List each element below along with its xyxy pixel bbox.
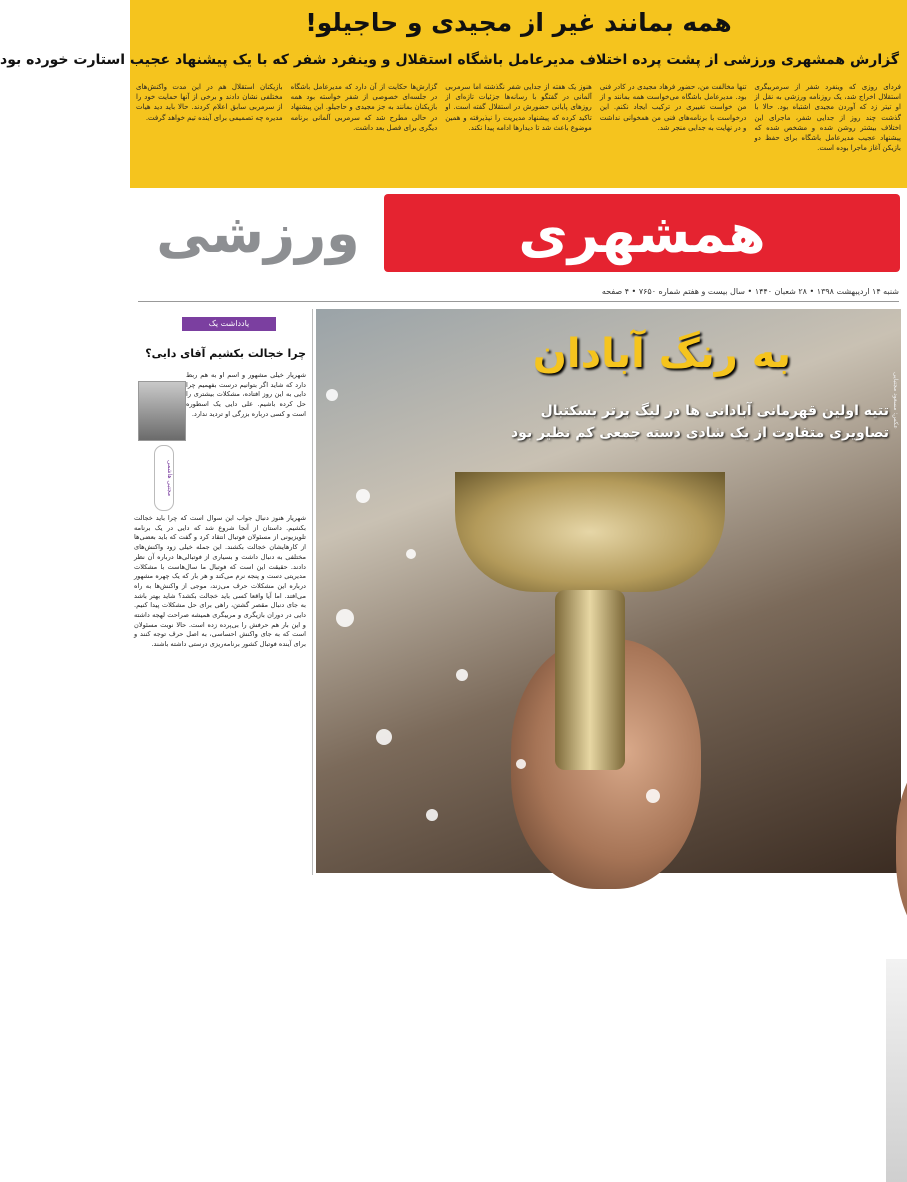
confetti: [426, 809, 438, 821]
masthead: [130, 190, 907, 288]
banner-column: فردای روزی که وینفرد شفر از سرمربیگری استقلال اخراج شد، یک روزنامه ورزشی به نقل از او تیتر زد که آوردن مجیدی اشتباه بود. حالا با گذشت چند روز از جدایی شفر، ماجرای این اختلاف بیشتر روشن شده و مشخص شده که پیشنهاد عجیب مدیرعامل باشگاه برای حفظ دو بازیکن آغاز ماجرا بوده است.: [754, 83, 901, 153]
confetti: [456, 669, 468, 681]
banner-column: هنوز یک هفته از جدایی شفر نگذشته اما سرمربی آلمانی در گفتگو با رسانه‌ها جزئیات تازه‌ای از روزهای پایانی حضورش در استقلال گفته است. او تاکید کرده که پیشنهاد مدیریت را نپذیرفته و همین موضوع باعث شد تا دیدارها ادامه پیدا نکند.: [445, 83, 592, 132]
confetti: [326, 389, 338, 401]
sidebar-column: [134, 309, 310, 875]
confetti: [376, 729, 392, 745]
sidebar-body-top: شهریار خیلی مشهور و اسم او به هم ربط دارد که شاید اگر بتوانیم درست بفهمیم چرا دایی به این روز افتاده، مشکلات بیشتری را حل کرده باشیم. علی دایی یک اسطوره است و کسی درباره بزرگی او تردید ندارد.: [186, 371, 306, 418]
masthead-red-label: همشهری: [518, 202, 766, 265]
story-subtitle-2: تصاویری متفاوت از یک شادی دسته جمعی کم نظیر بود: [510, 425, 889, 441]
masthead-grey-label: ورزشی: [156, 202, 360, 265]
photo-credit: عکس: مسعود مجتبایی: [892, 372, 899, 429]
confetti: [356, 489, 370, 503]
banner-columns: [136, 82, 901, 182]
author-name: مجتبی هاشمی: [154, 445, 174, 511]
masthead-logo-red: [384, 194, 900, 272]
top-banner: [0, 0, 907, 188]
confetti: [406, 549, 416, 559]
player-right-shirt: [886, 959, 907, 1182]
masthead-logo-grey: [138, 194, 378, 272]
author-avatar: [138, 381, 186, 441]
banner-headline: همه بمانند غیر از مجیدی و حاجیلو!: [305, 8, 732, 37]
banner-column: تنها مخالفت من، حضور فرهاد مجیدی در کادر فنی بود. مدیرعامل باشگاه می‌خواست همه بمانند و از من خواست تغییری در ترکیب ایجاد نکنم. این درخواست با برنامه‌های فنی من همخوانی نداشت و در نهایت به جدایی منجر شد.: [599, 83, 747, 132]
confetti: [336, 609, 354, 627]
sidebar-body-bottom: شهریار هنوز دنبال جواب این سوال است که چرا باید خجالت بکشیم. داستان از آنجا شروع شد که دایی در یک برنامه تلویزیونی از مسئولان فوتبال انتقاد کرد و گفت که باید بعضی‌ها از کارهایشان خجالت بکشند. این جمله خیلی زود واکنش‌های مختلفی به دنبال داشت و بسیاری از فوتبالی‌ها درباره آن نظر دادند. حقیقت این است که فوتبال ما سال‌هاست با مشکلات مدیریتی دست و پنجه نرم می‌کند و هر بار که یک چهره مشهور درباره این مشکلات حرف می‌زند، موجی از واکنش‌ها به راه می‌افتد. اما آیا واقعا کسی باید خجالت بکشد؟ شاید بهتر باشد به جای دنبال مقصر گشتن، راهی برای حل مشکلات پیدا کنیم. دایی در دوران بازیگری و مربیگری همیشه صراحت لهجه داشته و این بار هم حرفش را بی‌پرده زده است. حالا نوبت مسئولان است که به جای واکنش احساسی، به اصل حرف توجه کنند و برای آینده فوتبال کشور برنامه‌ریزی درستی داشته باشند.: [134, 514, 306, 649]
confetti: [516, 759, 526, 769]
banner-column: گزارش‌ها حکایت از آن دارد که مدیرعامل باشگاه در جلسه‌ای خصوصی از شفر خواسته بود همه بازیکنان بمانند به جز مجیدی و حاجیلو. این پیشنهاد در حالی مطرح شد که سرمربی آلمانی برنامه دیگری برای فصل بعد داشت.: [290, 83, 438, 132]
story-subtitle-1: تتیه اولین قهرمانی آبادانی ها در لیگ برتر بسکتبال: [540, 403, 889, 419]
sidebar-title: چرا خجالت بکشیم آقای دایی؟: [145, 347, 306, 360]
dateline: شنبه ۱۴ اردیبهشت ۱۳۹۸ • ۲۸ شعبان ۱۴۴۰ • سال بیست و هفتم شماره ۷۶۵۰ • ۴ صفحه: [138, 287, 899, 302]
trophy-stem: [555, 590, 625, 770]
column-tag: یادداشت یک: [182, 317, 276, 331]
trophy-cup: [455, 472, 725, 592]
banner-column: بازیکنان استقلال هم در این مدت واکنش‌های مختلفی نشان دادند و برخی از آنها حمایت خود را از سرمربی سابق اعلام کردند. حالا باید دید هیات مدیره چه تصمیمی برای آینده تیم خواهد گرفت.: [136, 83, 283, 122]
player-right-figure: [896, 729, 907, 969]
banner-subheadline: گزارش همشهری ورزشی از پشت پرده اختلاف مدیرعامل باشگاه استقلال و وینفرد شفر که با یک پیشنهاد عجیب استارت خورده بود: [0, 52, 899, 68]
confetti: [646, 789, 660, 803]
story-title: به رنگ آبادان: [532, 331, 791, 377]
column-divider: [312, 309, 313, 875]
